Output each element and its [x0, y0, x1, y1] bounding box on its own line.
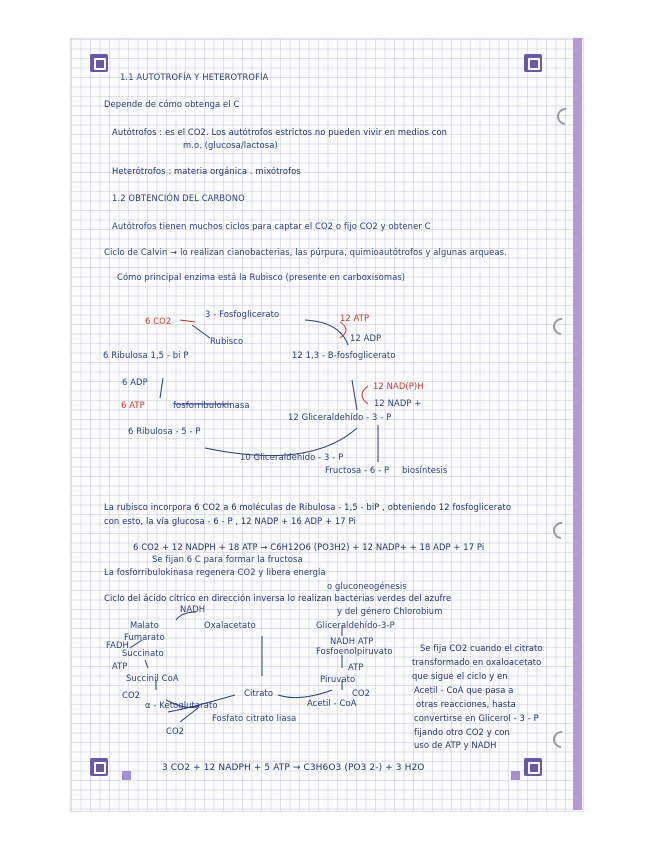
calvin-co2: 6 CO2	[145, 316, 172, 326]
section-title: 1.1 AUTOTROFÍA Y HETEROTROFÍA	[120, 72, 269, 82]
calvin-g3p: 12 Gliceraldehído - 3 - P	[288, 412, 392, 422]
tca-co2: CO2	[352, 688, 371, 698]
tca-alpha-ketoglutarate: α - Ketoglutarato	[145, 700, 218, 710]
calvin-biosynthesis: biosíntesis	[402, 465, 448, 475]
tca-acetyl-coa: Acetil - CoA	[307, 698, 357, 708]
tca-citrate-lyase: Fosfato citrato liasa	[212, 713, 297, 723]
text-line: Autótrofos : es el CO2. Los autótrofos estrictos no pueden vivir en medios con	[112, 127, 448, 137]
text-line: La fosforribulokinasa regenera CO2 y libera energía	[104, 567, 326, 577]
calvin-atp: 6 ATP	[121, 400, 145, 410]
note-line: transformado en oxaloacetato	[412, 657, 542, 667]
section-title: 1.2 OBTENCIÓN DEL CARBONO	[112, 193, 245, 203]
note-line: Acetil - CoA que pasa a	[414, 685, 514, 695]
text-line: Ciclo de Calvin → lo realizan cianobacterias, las púrpura, quimioautótrofos y algunas arqueas.	[104, 247, 507, 257]
text-line: o gluconeogénesis	[327, 581, 407, 591]
calvin-pga: 3 - Fosfoglicerato	[205, 309, 280, 319]
calvin-bpg: 12 1,3 - B-fosfoglicerato	[292, 350, 396, 360]
tca-nadh: NADH	[180, 604, 206, 614]
tca-glyceraldehyde: Gliceraldehído-3-P	[316, 620, 395, 630]
note-line: fijando otro CO2 y con	[414, 727, 510, 737]
tca-malato: Malato	[130, 620, 159, 630]
text-line: Se fijan 6 C para formar la fructosa	[152, 554, 303, 564]
text-line: Cómo principal enzima está la Rubisco (presente en carboxisomas)	[117, 272, 406, 282]
tca-atp: ATP	[112, 661, 128, 671]
text-line: y del género Chlorobium	[337, 606, 443, 616]
calvin-rubp: 6 Ribulosa 1,5 - bi P	[103, 350, 189, 360]
text-line: Autótrofos tienen muchos ciclos para captar el CO2 o fijo CO2 y obtener C	[112, 221, 431, 231]
equation-calvin: 6 CO2 + 12 NADPH + 18 ATP → C6H12O6 (PO3H2) + 12 NADP+ + 18 ADP + 17 Pi	[133, 542, 485, 552]
tca-co2: CO2	[122, 690, 141, 700]
calvin-fructose: Fructosa - 6 - P	[325, 465, 390, 475]
tca-oxaloacetato: Oxalacetato	[204, 620, 256, 630]
text-line: Ciclo del ácido cítrico en dirección inversa lo realizan bacterias verdes del azufre	[104, 593, 452, 603]
calvin-ru5p: 6 Ribulosa - 5 - P	[128, 426, 201, 436]
tca-co2: CO2	[166, 726, 185, 736]
text-line: Heterótrofos : materia orgánica . mixótrofos	[112, 166, 301, 176]
tca-succinyl-coa: Succinil CoA	[126, 673, 179, 683]
calvin-atp-in: 12 ATP	[340, 313, 370, 323]
note-line: otras reacciones, hasta	[416, 699, 516, 709]
tca-atp: ATP	[348, 662, 364, 672]
tca-nadh-atp: NADH ATP	[330, 636, 374, 646]
tca-pyruvate: Piruvato	[320, 674, 356, 684]
tca-citrato: Citrato	[244, 688, 274, 698]
tca-pep: Fosfoenolpiruvato	[316, 646, 393, 656]
text-line: La rubisco incorpora 6 CO2 a 6 moléculas de Ribulosa - 1,5 - biP , obteniendo 12 fosfoglicerato	[104, 502, 512, 512]
calvin-nadph: 12 NAD(P)H	[373, 381, 424, 391]
calvin-kinase: fosforribulokinasa	[173, 400, 250, 410]
note-line: convertirse en Glicerol - 3 - P	[414, 713, 539, 723]
calvin-g3p10: 10 Gliceraldehído - 3 - P	[240, 452, 344, 462]
text-line: Depende de cómo obtenga el C	[104, 99, 240, 109]
text-line: m.o. (glucosa/lactosa)	[183, 140, 278, 150]
calvin-adp-out: 12 ADP	[350, 333, 382, 343]
final-equation: 3 CO2 + 12 NADPH + 5 ATP → C3H6O3 (PO3 2-) + 3 H2O	[162, 763, 425, 773]
tca-succinato: Succinato	[122, 648, 164, 658]
note-line: uso de ATP y NADH	[414, 740, 497, 750]
text-line: con esto, la vía glucosa - 6 - P , 12 NADP + 16 ADP + 17 Pi	[104, 516, 356, 526]
note-line: que sigue el ciclo y en	[412, 671, 508, 681]
note-line: Se fija CO2 cuando el citrato	[420, 643, 543, 653]
calvin-adp: 6 ADP	[122, 377, 148, 387]
calvin-nadp: 12 NADP +	[374, 398, 422, 408]
tca-fumarato: Fumarato	[124, 632, 165, 642]
tca-fadh: FADH	[106, 640, 129, 650]
calvin-rubisco: Rubisco	[210, 336, 244, 346]
